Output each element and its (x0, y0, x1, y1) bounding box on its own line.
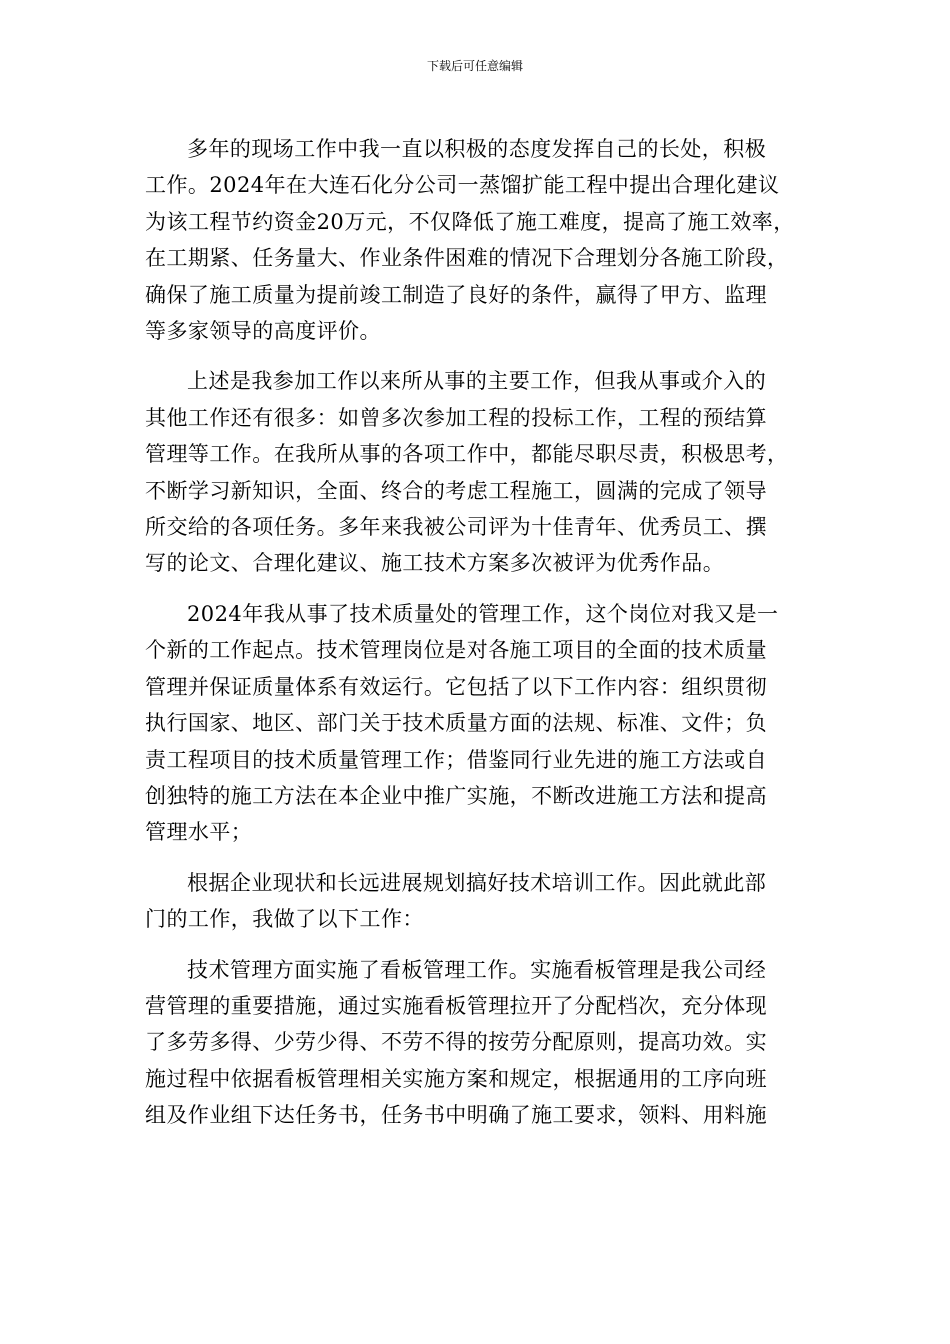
paragraph-5: 技术管理方面实施了看板管理工作。实施看板管理是我公司经 营管理的重要措施，通过实施看板管理拉开了分配档次，充分体现 了多劳多得、少劳少得、不劳不得的按劳分配原则，提高功效。实 施过程中依据看板管理相关实施方案和规定，根据通用的工序向班 组及作业组下达任务书，任务书中明确了施工要求，领料、用料施 (145, 957, 768, 1128)
page-header: 下载后可任意编辑 (426, 59, 523, 73)
document-body (145, 131, 803, 1148)
paragraph-2: 上述是我参加工作以来所从事的主要工作，但我从事或介入的 其他工作还有很多：如曾多次参加工程的投标工作，工程的预结算 管理等工作。在我所从事的各项工作中，都能尽职尽责，积极思考， 不断学习新知识，全面、终合的考虑工程施工，圆满的完成了领导 所交给的各项任务。多年来我被公司评为十佳青年、优秀员工、撰 写的论文、合理化建议、施工技术方案多次被评为优秀作品。 (145, 369, 789, 576)
paragraph-4: 根据企业现状和长远进展规划搞好技术培训工作。因此就此部 门的工作，我做了以下工作： (145, 870, 767, 932)
paragraph-3: 2024年我从事了技术质量处的管理工作，这个岗位对我又是一 个新的工作起点。技术管理岗位是对各施工项目的全面的技术质量 管理并保证质量体系有效运行。它包括了以下工作内容：组织贯彻 执行国家、地区、部门关于技术质量方面的法规、标准、文件；负 责工程项目的技术质量管理工作；借鉴同行业先进的施工方法或自 创独特的施工方法在本企业中推广实施，不断改进施工方法和提高 管理水平； (145, 601, 779, 845)
paragraph-1: 多年的现场工作中我一直以积极的态度发挥自己的长处，积极 工作。2024年在大连石化分公司一蒸馏扩能工程中提出合理化建议 为该工程节约资金20万元，不仅降低了施工难度，提高了施工效率， 在工期紧、任务量大、作业条件困难的情况下合理划分各施工阶段， 确保了施工质量为提前竣工制造了良好的条件，赢得了甲方、监理 等多家领导的高度评价。 (145, 137, 795, 344)
